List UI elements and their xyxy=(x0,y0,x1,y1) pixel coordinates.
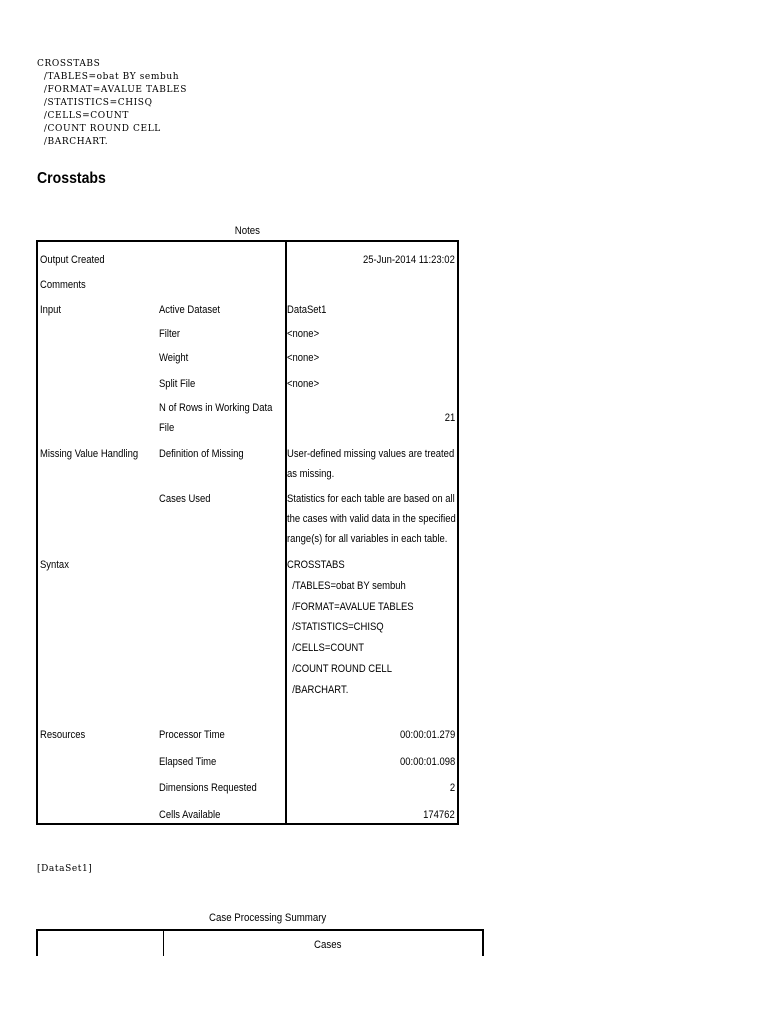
label-cells-available: Cells Available xyxy=(159,809,221,821)
value-definition-of-missing xyxy=(287,444,454,484)
value-syntax xyxy=(287,555,414,701)
label-n-rows-line: N of Rows in Working Data xyxy=(159,402,273,414)
value-filter: <none> xyxy=(287,328,320,340)
syntax-block xyxy=(37,58,187,149)
syntax-value-line: /BARCHART. xyxy=(287,683,349,696)
label-dimensions-requested: Dimensions Requested xyxy=(159,782,257,794)
row-label-output-created: Output Created xyxy=(40,254,105,266)
value-split-file: <none> xyxy=(287,378,320,390)
syntax-line: /STATISTICS=CHISQ xyxy=(37,98,153,108)
notes-table-title: Notes xyxy=(234,225,261,237)
syntax-line: /TABLES=obat BY sembuh xyxy=(37,72,180,82)
label-filter: Filter xyxy=(159,328,181,340)
label-n-rows-line: File xyxy=(159,422,175,434)
cases-header: Cases xyxy=(314,939,342,951)
label-active-dataset: Active Dataset xyxy=(159,304,220,316)
value-active-dataset: DataSet1 xyxy=(287,304,327,316)
row-label-syntax: Syntax xyxy=(40,559,69,571)
value-line: range(s) for all variables in each table. xyxy=(287,533,448,545)
label-split-file: Split File xyxy=(159,378,196,390)
syntax-value-line: /STATISTICS=CHISQ xyxy=(287,621,384,634)
notes-table xyxy=(36,240,459,825)
label-weight: Weight xyxy=(159,352,189,364)
value-line: as missing. xyxy=(287,468,335,480)
syntax-line: CROSSTABS xyxy=(37,59,101,69)
value-weight: <none> xyxy=(287,352,320,364)
value-line: the cases with valid data in the specified xyxy=(287,513,456,525)
row-label-comments: Comments xyxy=(40,279,86,291)
value-cases-used xyxy=(287,489,456,549)
label-elapsed-time: Elapsed Time xyxy=(159,756,217,768)
dataset-tag: [DataSet1] xyxy=(37,864,93,874)
syntax-value-line: /CELLS=COUNT xyxy=(287,642,365,655)
syntax-line: /CELLS=COUNT xyxy=(37,111,129,121)
label-n-rows xyxy=(159,398,272,438)
row-label-resources: Resources xyxy=(40,729,86,741)
syntax-line: /BARCHART. xyxy=(37,137,109,147)
syntax-value-line: /FORMAT=AVALUE TABLES xyxy=(287,600,414,613)
value-line: User-defined missing values are treated xyxy=(287,448,455,460)
page-bottom-margin xyxy=(0,956,768,1024)
value-processor-time: 00:00:01.279 xyxy=(399,729,455,741)
syntax-value-line: /COUNT ROUND CELL xyxy=(287,662,392,675)
label-processor-time: Processor Time xyxy=(159,729,225,741)
syntax-value-line: CROSSTABS xyxy=(287,559,345,571)
value-elapsed-time: 00:00:01.098 xyxy=(399,756,455,768)
row-label-input: Input xyxy=(40,304,62,316)
syntax-line: /COUNT ROUND CELL xyxy=(37,124,161,134)
case-processing-title: Case Processing Summary xyxy=(208,912,327,924)
value-output-created: 25-Jun-2014 11:23:02 xyxy=(363,254,455,266)
label-cases-used: Cases Used xyxy=(159,493,211,505)
label-definition-of-missing: Definition of Missing xyxy=(159,448,244,460)
value-n-rows: 21 xyxy=(444,412,455,424)
section-heading: Crosstabs xyxy=(37,170,106,187)
row-label-missing-value-handling: Missing Value Handling xyxy=(40,448,139,460)
syntax-value-line: /TABLES=obat BY sembuh xyxy=(287,579,406,592)
value-line: Statistics for each table are based on all xyxy=(287,493,455,505)
value-dimensions-requested: 2 xyxy=(449,782,455,794)
syntax-line: /FORMAT=AVALUE TABLES xyxy=(37,85,187,95)
value-cells-available: 174762 xyxy=(423,809,455,821)
